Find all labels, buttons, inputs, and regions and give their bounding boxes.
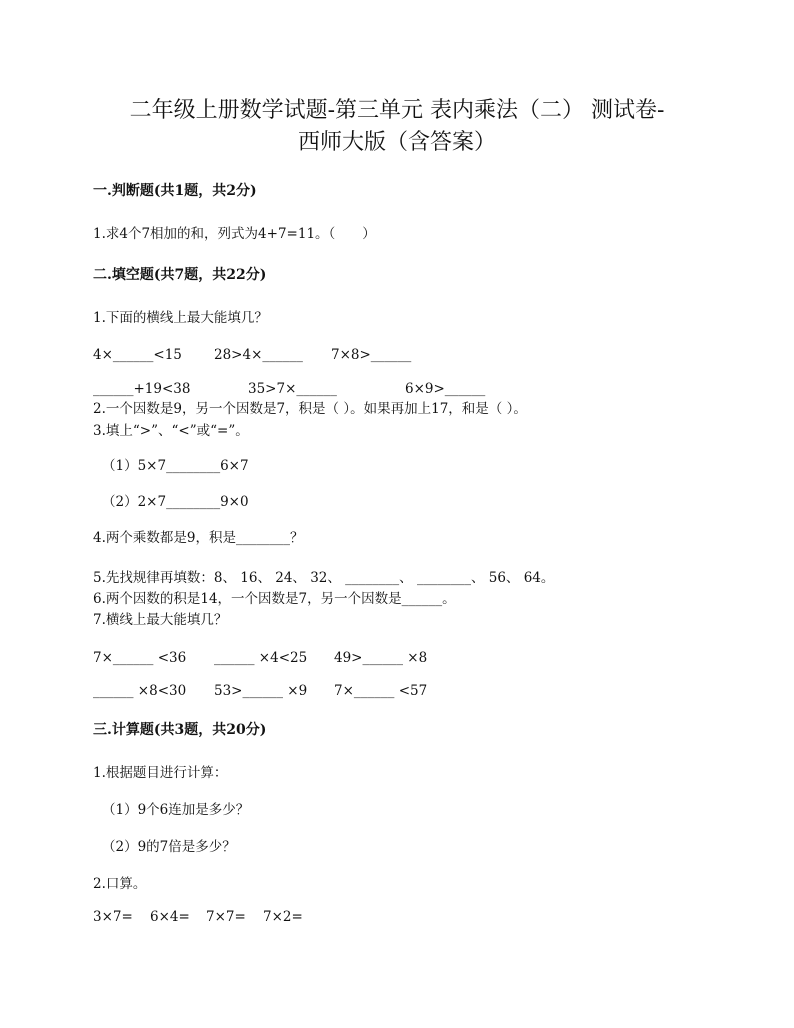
page-title-line2: 西师大版（含答案） [297, 130, 496, 155]
question-2-7-r1-b: ______ ×4<25 [214, 650, 308, 666]
question-3-2-prompt: 2.口算。 [93, 876, 147, 892]
question-3-1-a: （1）9个6连加是多少？ [102, 802, 250, 818]
question-2-7-r2-b: 53>______ ×9 [214, 683, 308, 699]
question-2-5: 5.先找规律再填数：8、 16、 24、 32、 ________、 ________、 56、 64。 [93, 570, 555, 586]
oral-calc-item: 7×7= [206, 909, 246, 925]
question-2-3-b: （2）2×7________9×0 [102, 494, 249, 510]
question-2-1-r2-b: 35>7×______ [248, 381, 337, 397]
section-heading-fill-blank: 二.填空题(共7题，共22分) [93, 267, 267, 283]
question-2-7-r1-c: 49>______ ×8 [334, 650, 428, 666]
oral-calc-item: 3×7= [93, 909, 133, 925]
question-2-7-r1-a: 7×______ <36 [93, 650, 187, 666]
question-3-1-prompt: 1.根据题目进行计算： [93, 765, 228, 781]
question-2-2: 2.一个因数是9，另一个因数是7，积是（ ）。如果再加上17，和是（ ）。 [93, 401, 527, 417]
question-2-3-prompt: 3.填上“>”、“<”或“=”。 [93, 423, 249, 439]
question-2-7-r2-a: ______ ×8<30 [93, 683, 187, 699]
oral-calc-item: 6×4= [150, 909, 190, 925]
question-2-6: 6.两个因数的积是14，一个因数是7，另一个因数是______。 [93, 591, 456, 607]
question-1-1: 1.求4个7相加的和，列式为4+7=11。（ ） [93, 226, 376, 242]
oral-calc-item: 7×2= [263, 909, 303, 925]
question-2-1-r1-b: 28>4×______ [214, 347, 303, 363]
question-3-1-b: （2）9的7倍是多少？ [102, 839, 236, 855]
page-title-line1: 二年级上册数学试题-第三单元 表内乘法（二） 测试卷- [129, 98, 665, 123]
question-2-3-a: （1）5×7________6×7 [102, 458, 249, 474]
section-heading-judgement: 一.判断题(共1题，共2分) [93, 183, 257, 199]
question-2-1-r1-c: 7×8>______ [331, 347, 412, 363]
question-2-1-r1-a: 4×______<15 [93, 347, 182, 363]
question-2-4: 4.两个乘数都是9，积是________？ [93, 530, 304, 546]
question-2-7-r2-c: 7×______ <57 [334, 683, 428, 699]
question-2-1-r2-c: 6×9>______ [405, 381, 486, 397]
question-2-1-prompt: 1.下面的横线上最大能填几？ [93, 310, 268, 326]
question-2-1-r2-a: ______+19<38 [93, 381, 191, 397]
question-2-7-prompt: 7.横线上最大能填几？ [93, 612, 228, 628]
section-heading-calculation: 三.计算题(共3题，共20分) [93, 722, 267, 738]
